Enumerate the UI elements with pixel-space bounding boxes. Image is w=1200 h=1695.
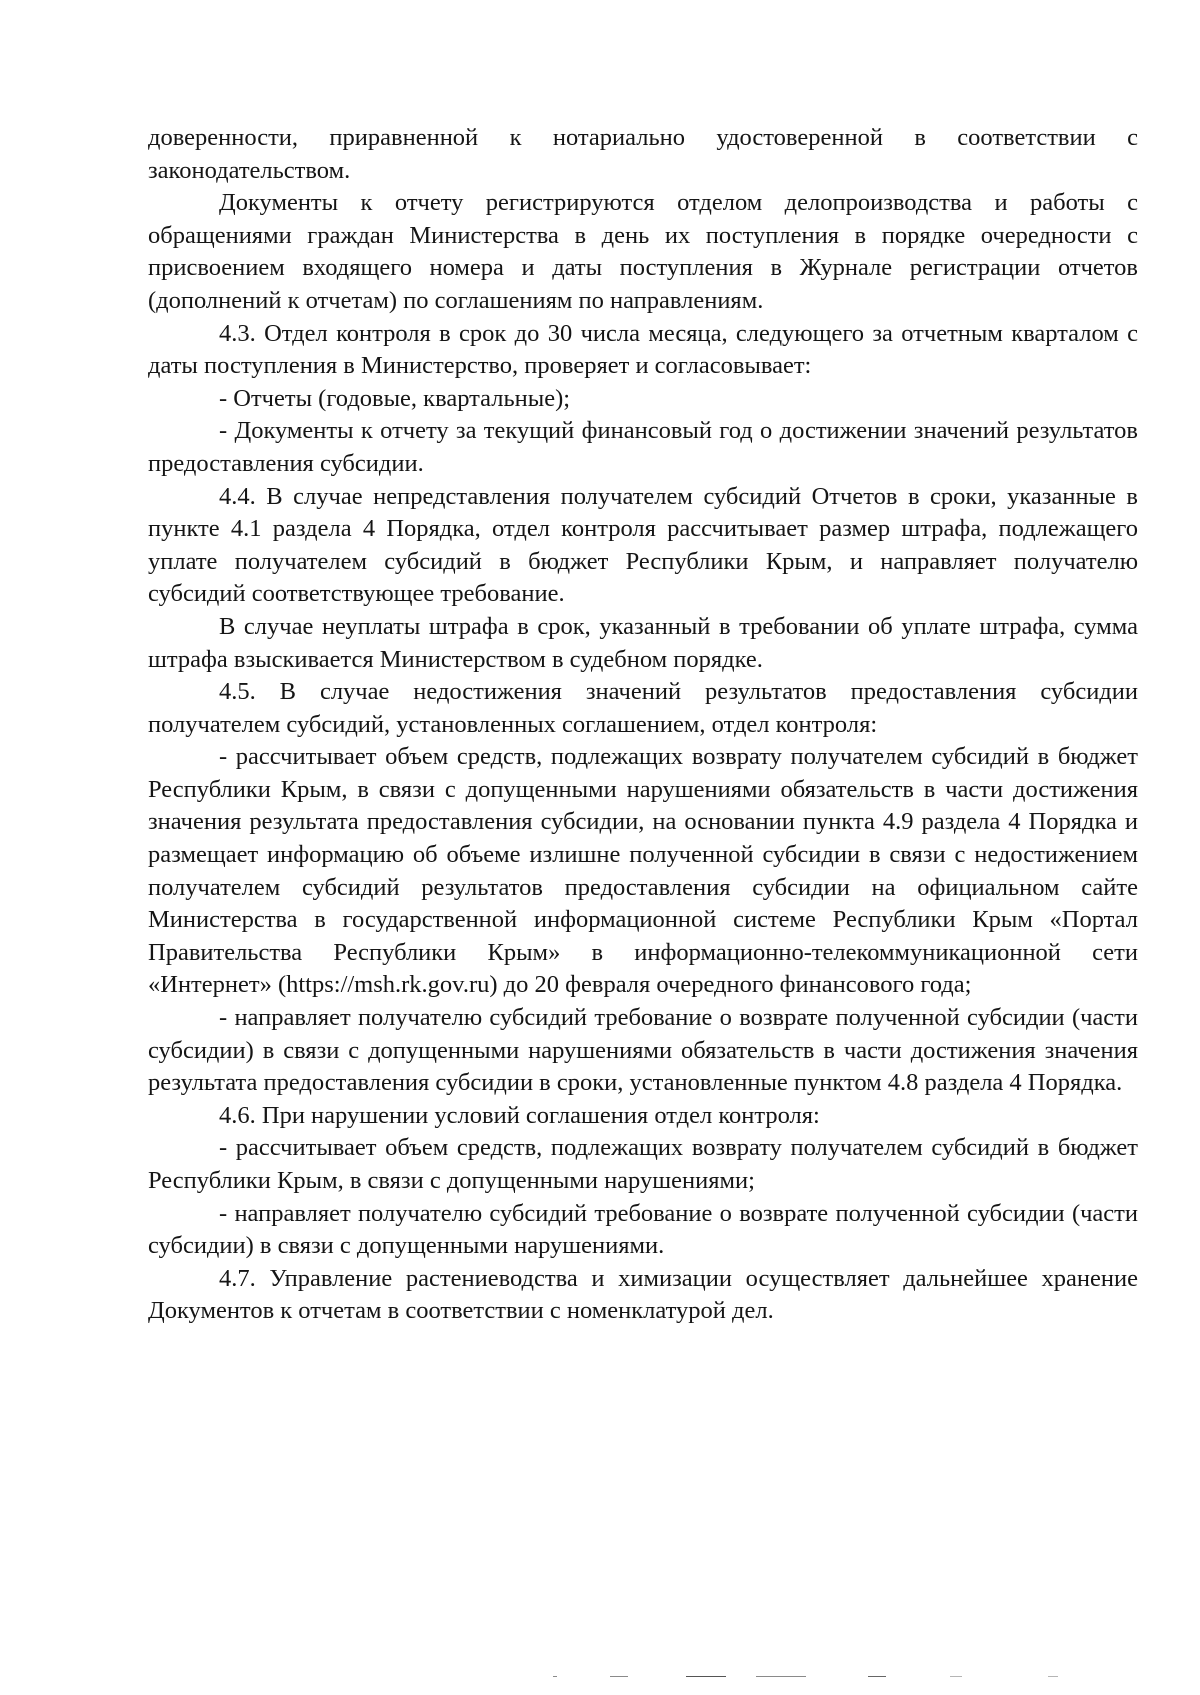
- list-item-sends-requirement-4-6: - направляет получателю субсидий требование о возврате полученной субсидии (части субсидии) в связи с допущенными нарушениями.: [148, 1199, 1138, 1260]
- list-item-sends-requirement-4-5: - направляет получателю субсидий требование о возврате полученной субсидии (части субсидии) в связи с допущенными нарушениями обязательств в части достижения значения результата предоставления субсидии в сроки, установленные пунктом 4.8 раздела 4 Порядка.: [148, 1004, 1138, 1097]
- paragraph-registration: Документы к отчету регистрируются отделом делопроизводства и работы с обращениями граждан Министерства в день их поступления в порядке очередности с присвоением входящего номера и даты поступления в Журнале регистрации отчетов (дополнений к отчетам) по соглашениям по направлениям.: [148, 189, 1138, 314]
- scan-mark: [553, 1676, 557, 1677]
- list-item-documents: - Документы к отчету за текущий финансовый год о достижении значений результатов предоставления субсидии.: [148, 417, 1138, 477]
- scan-mark: [1048, 1676, 1058, 1677]
- scan-mark: [610, 1676, 628, 1677]
- paragraph-4-5: 4.5. В случае недостижения значений результатов предоставления субсидии получателем субсидий, установленных соглашением, отдел контроля:: [148, 678, 1138, 738]
- document-body: [148, 122, 1138, 1328]
- list-item-calculates-4-5: - рассчитывает объем средств, подлежащих возврату получателем субсидий в бюджет Республики Крым, в связи с допущенными нарушениями обязательств в части достижения значения результата предоставления субсидии, на основании пункта 4.9 раздела 4 Порядка и размещает информацию об объеме излишне полученной субсидии в связи с недостижением получателем субсидий результатов предоставления субсидии на официальном сайте Министерства в государственной информационной системе Республики Крым «Портал Правительства Республики Крым» в информационно-телекоммуникационной сети «Интернет» (https://msh.rk.gov.ru) до 20 февраля очередного финансового года;: [148, 743, 1138, 999]
- scan-mark: [686, 1676, 726, 1677]
- scan-mark: [868, 1676, 886, 1677]
- scan-mark: [950, 1676, 962, 1677]
- list-item-reports: - Отчеты (годовые, квартальные);: [219, 384, 571, 412]
- paragraph-4-4: 4.4. В случае непредставления получателем субсидий Отчетов в сроки, указанные в пункте 4.1 раздела 4 Порядка, отдел контроля рассчитывает размер штрафа, подлежащего уплате получателем субсидий в бюджет Республики Крым, и направляет получателю субсидий соответствующее требование.: [148, 482, 1138, 608]
- paragraph-4-7: 4.7. Управление растениеводства и химизации осуществляет дальнейшее хранение Документов к отчетам в соответствии с номенклатурой дел.: [148, 1264, 1138, 1325]
- paragraph-fine-nonpayment: В случае неуплаты штрафа в срок, указанный в требовании об уплате штрафа, сумма штрафа взыскивается Министерством в судебном порядке.: [148, 612, 1138, 673]
- scan-artifacts: [0, 1672, 1200, 1682]
- paragraph-continuation: доверенности, приравненной к нотариально удостоверенной в соответствии с законодательством.: [148, 124, 1138, 184]
- paragraph-4-3: 4.3. Отдел контроля в срок до 30 числа месяца, следующего за отчетным кварталом с даты поступления в Министерство, проверяет и согласовывает:: [148, 319, 1138, 380]
- list-item-calculates-4-6: - рассчитывает объем средств, подлежащих возврату получателем субсидий в бюджет Республики Крым, в связи с допущенными нарушениями;: [148, 1134, 1138, 1194]
- paragraph-4-6: 4.6. При нарушении условий соглашения отдел контроля:: [219, 1101, 820, 1129]
- scan-mark: [756, 1676, 806, 1677]
